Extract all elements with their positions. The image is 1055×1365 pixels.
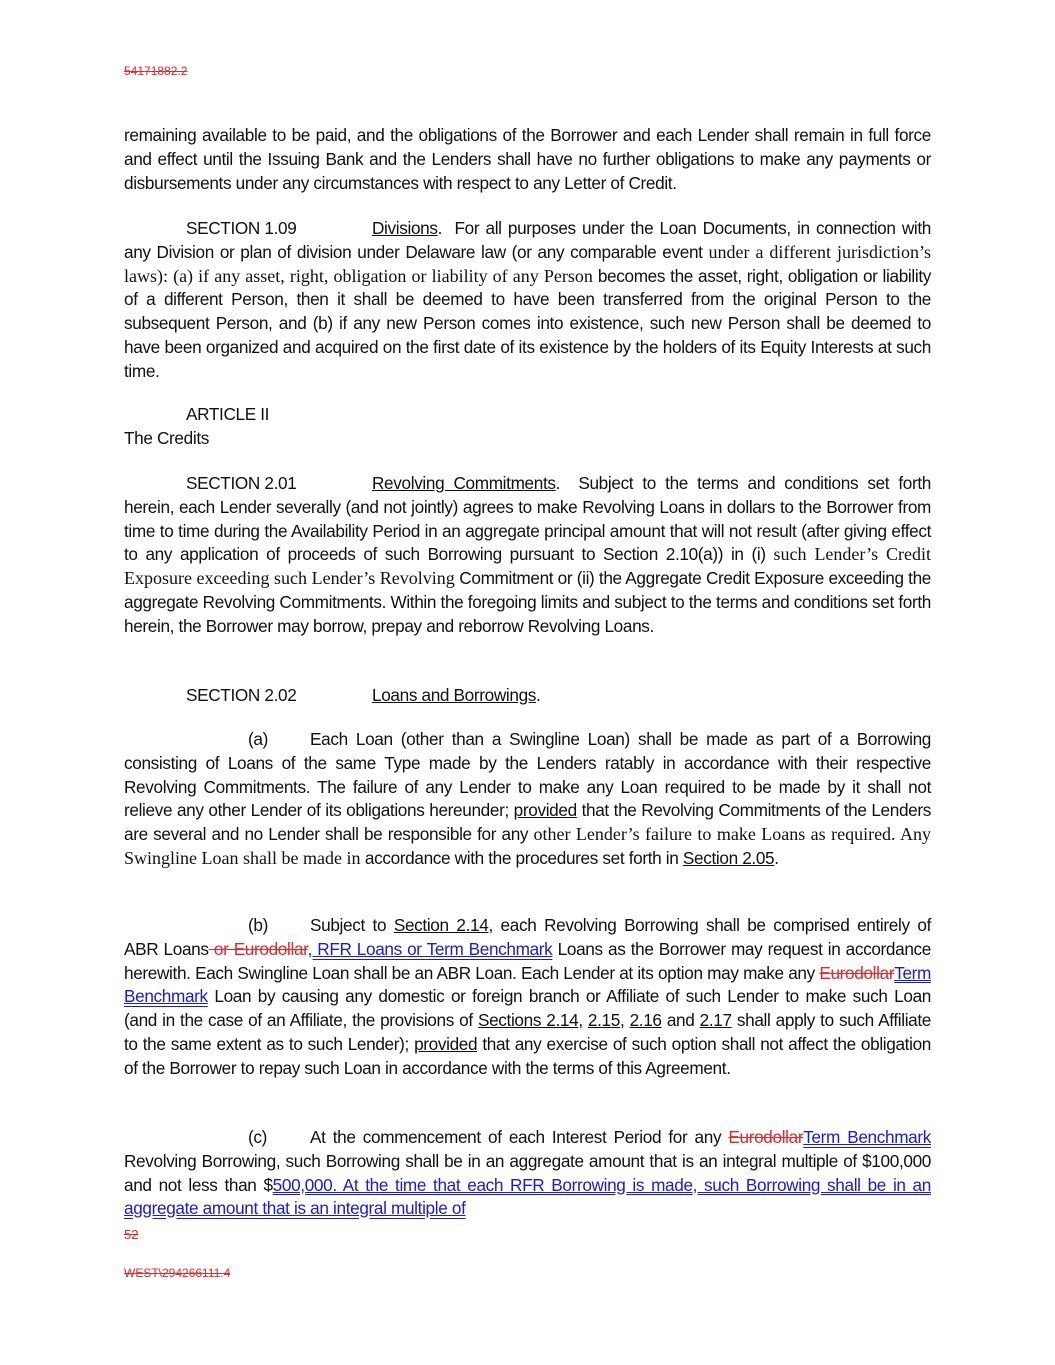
section-reference: Sections 2.14 <box>477 1010 579 1031</box>
punct: . <box>774 847 779 868</box>
inserted-text: Term Benchmark <box>803 1127 931 1147</box>
clause-text: and <box>661 1010 700 1031</box>
section-text-serif: under a different jurisdiction’s laws): (a) if any asset, right, obligation or liability of any Person <box>124 241 932 286</box>
provided-term: provided <box>513 800 577 821</box>
section-reference: Section 2.14 <box>393 915 489 935</box>
section-number: SECTION 2.01 <box>186 473 297 493</box>
clause-text: accordance with the procedures set forth in <box>360 847 683 868</box>
deleted-text: Eurodollar <box>819 962 895 983</box>
clause-label: (a) <box>248 729 268 749</box>
inserted-text: Term Benchmark <box>124 962 931 1007</box>
header-doc-id: 54171882.2 <box>124 64 188 78</box>
section-text: For all purposes under the Loan Documents, in connection with any Division or plan of division under Delaware law (or any comparable event <box>124 218 931 262</box>
clause-text-serif: other Lender’s failure to make Loans as required. Any Swingline Loan shall be made in <box>124 824 931 868</box>
section-title: Divisions <box>372 218 438 238</box>
section-reference: 2.17 <box>699 1010 732 1031</box>
section-text-serif: such Lender’s Credit Exposure exceeding such Lender’s Revolving <box>124 544 931 589</box>
section-title: Loans and Borrowings <box>372 685 537 705</box>
punct: , <box>578 1010 588 1031</box>
clause-text: Loans as the Borrower may request in accordance herewith. Each Swingline Loan shall be an ABR Loan. Each Lender at its option may make any <box>124 938 932 983</box>
clause-text: Revolving Borrowing, such Borrowing shall be in an aggregate amount that is an integral multiple of $100,000 and not less than $ <box>124 1150 931 1195</box>
provided-term: provided <box>414 1033 478 1054</box>
section-2-02-a <box>124 728 931 871</box>
page-number: 52 <box>124 1227 139 1242</box>
section-reference: 2.16 <box>629 1010 662 1031</box>
section-reference: 2.15 <box>587 1010 620 1031</box>
clause-label: (c) <box>248 1127 267 1147</box>
section-number: SECTION 1.09 <box>186 218 297 238</box>
clause-text: that any exercise of such option shall not affect the obligation of the Borrower to repay such Loan in accordance with the terms of this Agreement. <box>124 1033 931 1078</box>
article-number: ARTICLE II <box>186 404 270 424</box>
inserted-text: 500,000. At the time that each RFR Borrowing is made, such Borrowing shall be in an aggregate amount that is an integral multiple of <box>124 1174 931 1219</box>
section-text: becomes the asset, right, obligation or liability of a different Person, then it shall be deemed to have been transferred from the original Person to the subsequent Person, and (b) if any new Person comes into existence, such new Person shall be deemed to have been organized and acquired on the first date of its existence by the holders of its Equity Interests at such time. <box>124 265 931 381</box>
section-text: Commitment or (ii) the Aggregate Credit Exposure exceeding the aggregate Revolving Commitments. Within the foregoing limits and subject to the terms and conditions set forth herein, the Borrower may borrow, prepay and reborrow Revolving Loans. <box>124 568 931 636</box>
section-title: Revolving Commitments <box>372 473 556 493</box>
punct: . <box>555 473 579 493</box>
section-2-01 <box>124 472 931 639</box>
section-2-02-heading <box>124 684 931 708</box>
deleted-text: Eurodollar <box>728 1127 804 1147</box>
section-number: SECTION 2.02 <box>186 685 297 705</box>
deleted-text: or Eurodollar <box>208 938 308 959</box>
article-title: The Credits <box>124 428 209 448</box>
clause-text: At the commencement of each Interest Period for any <box>310 1127 729 1147</box>
clause-text: shall apply to such Affiliate to the same extent as to such Lender); <box>124 1010 932 1054</box>
clause-text: Each Loan (other than a Swingline Loan) shall be made as part of a Borrowing consisting of Loans of the same Type made by the Lenders ratably in accordance with their respective Revolving Commitments. The failure of any Lender to make any Loan required to be made by it shall not relieve any other Lender of its obligations hereunder; <box>124 729 931 821</box>
clause-label: (b) <box>248 915 268 935</box>
punct: , <box>619 1010 630 1031</box>
section-reference: Section 2.05 <box>682 847 775 868</box>
continuation-paragraph <box>124 124 931 195</box>
section-2-02-b <box>124 914 931 1081</box>
punct: . <box>437 218 455 238</box>
paragraph-text: remaining available to be paid, and the obligations of the Borrower and each Lender shall remain in full force and effect until the Issuing Bank and the Lenders shall have no further obligations to make any payments or disbursements under any circumstances with respect to any Letter of Credit. <box>124 125 931 193</box>
clause-text: Loan by causing any domestic or foreign branch or Affiliate of such Lender to make such Loan (and in the case of an Affiliate, the provisions of <box>124 986 931 1031</box>
footer-doc-id: WEST\294266111.4 <box>124 1266 231 1280</box>
section-1-09 <box>124 217 931 384</box>
section-2-02-c <box>124 1126 931 1221</box>
inserted-text: , RFR Loans or Term Benchmark <box>307 938 553 959</box>
clause-text: Subject to <box>310 915 394 935</box>
clause-text: , each Revolving Borrowing shall be comprised entirely of ABR Loans <box>124 915 931 959</box>
clause-text: that the Revolving Commitments of the Lenders are several and no Lender shall be responsible for any <box>124 800 932 845</box>
section-text: Subject to the terms and conditions set forth herein, each Lender severally (and not jointly) agrees to make Revolving Loans in dollars to the Borrower from time to time during the Availability Period in an aggregate principal amount that will not result (after giving effect to any application of proceeds of such Borrowing pursuant to Section 2.10(a)) in (i) <box>124 473 932 565</box>
punct: . <box>536 685 541 705</box>
